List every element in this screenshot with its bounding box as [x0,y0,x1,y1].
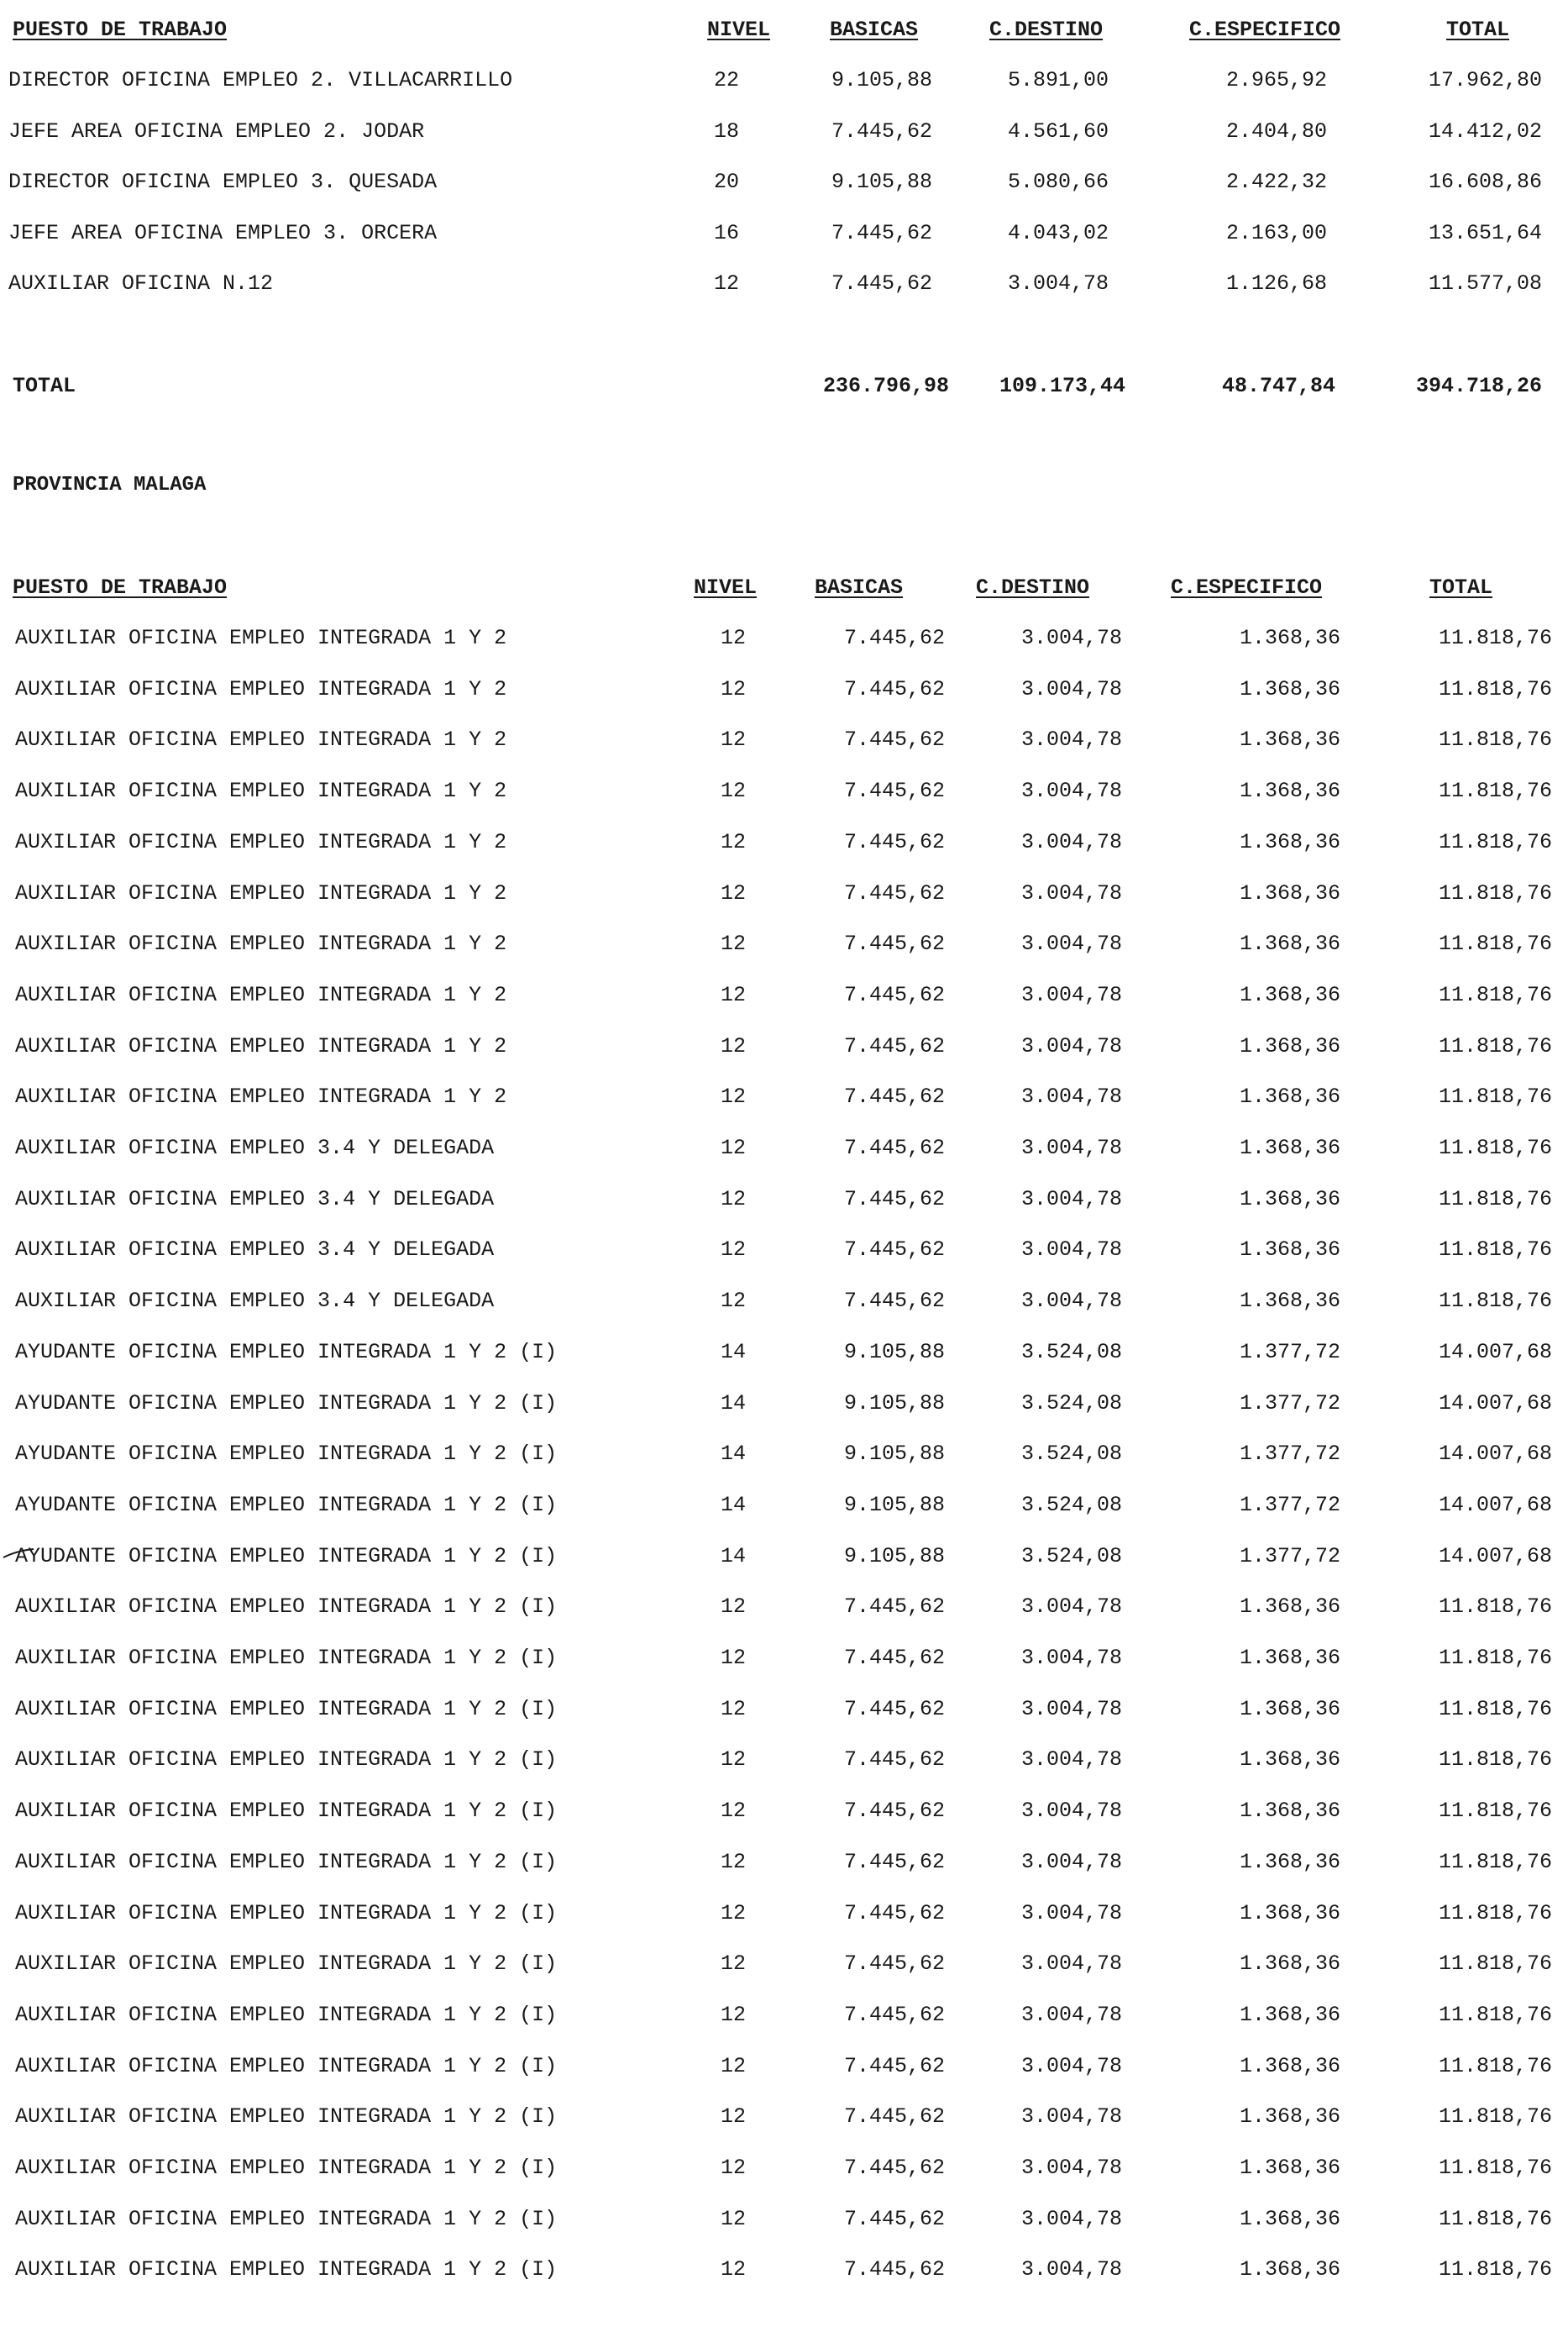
cell-nivel: 14 [720,1543,746,1568]
cell-basicas: 7.445,62 [843,1951,945,1977]
cell-nivel: 12 [720,1136,746,1160]
header-especifico: C.ESPECIFICO [1189,18,1341,42]
cell-total: 11.818,76 [1438,1594,1552,1620]
cell-nivel: 12 [720,1951,746,1977]
cell-total: 11.818,76 [1438,2053,1552,2078]
table-row [0,2100,1568,2134]
cell-basicas: 9.105,88 [831,170,932,194]
cell-especifico: 2.163,00 [1225,220,1327,245]
cell-puesto: AYUDANTE OFICINA EMPLEO INTEGRADA 1 Y 2 (I) [15,1390,558,1415]
cell-total: 11.818,76 [1438,779,1552,804]
cell-destino: 3.004,78 [1020,1799,1122,1824]
cell-puesto: AUXILIAR OFICINA EMPLEO 3.4 Y DELEGADA [15,1289,495,1314]
cell-total: 11.818,76 [1438,880,1552,906]
cell-destino: 3.004,78 [1020,1237,1122,1263]
header-total: TOTAL [1429,575,1493,600]
cell-destino: 3.004,78 [1020,1747,1122,1773]
cell-puesto: AUXILIAR OFICINA EMPLEO 3.4 Y DELEGADA [15,1186,495,1211]
table-row [0,927,1568,961]
cell-puesto: AUXILIAR OFICINA EMPLEO 3.4 Y DELEGADA [15,1237,495,1263]
cell-total: 14.007,68 [1438,1390,1552,1415]
total-destino: 109.173,44 [999,374,1125,398]
cell-nivel: 12 [720,1186,746,1211]
cell-nivel: 12 [720,829,746,854]
cell-destino: 3.004,78 [1020,2257,1122,2282]
cell-nivel: 12 [720,2002,746,2027]
cell-especifico: 2.404,80 [1225,118,1327,144]
cell-total: 11.577,08 [1428,271,1542,296]
cell-destino: 3.524,08 [1020,1492,1122,1517]
table-row [0,877,1568,911]
cell-nivel: 12 [720,1849,746,1874]
cell-destino: 3.004,78 [1020,880,1122,906]
cell-nivel: 12 [720,2156,746,2180]
cell-basicas: 7.445,62 [843,1849,945,1874]
cell-nivel: 12 [720,880,746,906]
cell-nivel: 12 [720,1646,746,1670]
cell-basicas: 7.445,62 [843,2257,945,2282]
table-row [0,979,1568,1012]
cell-puesto: AUXILIAR OFICINA EMPLEO INTEGRADA 1 Y 2 [15,1085,507,1110]
cell-destino: 3.004,78 [1020,1033,1122,1058]
cell-especifico: 1.368,36 [1239,1951,1340,1977]
cell-puesto: AUXILIAR OFICINA EMPLEO INTEGRADA 1 Y 2 [15,880,507,906]
table-row [0,1641,1568,1675]
table-row [0,1540,1568,1573]
cell-puesto: AUXILIAR OFICINA EMPLEO INTEGRADA 1 Y 2 [15,626,507,650]
cell-puesto: AYUDANTE OFICINA EMPLEO INTEGRADA 1 Y 2 (I) [15,1442,558,1467]
cell-puesto: AUXILIAR OFICINA EMPLEO INTEGRADA 1 Y 2 [15,982,507,1007]
table-row [0,1846,1568,1879]
cell-destino: 3.004,78 [1020,2206,1122,2231]
cell-total: 14.007,68 [1438,1442,1552,1467]
cell-especifico: 1.368,36 [1239,2257,1340,2282]
cell-basicas: 7.445,62 [843,676,945,701]
cell-basicas: 7.445,62 [843,1646,945,1670]
cell-especifico: 1.368,36 [1239,1799,1340,1824]
cell-puesto: AUXILIAR OFICINA EMPLEO INTEGRADA 1 Y 2 (I) [15,1747,558,1773]
table-row [0,723,1568,757]
table-row [0,2151,1568,2185]
cell-especifico: 1.368,36 [1239,1747,1340,1773]
cell-destino: 3.004,78 [1020,2002,1122,2027]
cell-destino: 3.004,78 [1007,271,1109,296]
cell-nivel: 14 [720,1339,746,1364]
table-row [0,1233,1568,1267]
cell-destino: 3.004,78 [1020,1136,1122,1160]
section-title-provincia-malaga: PROVINCIA MALAGA [13,474,207,496]
table-row [0,1998,1568,2032]
cell-basicas: 7.445,62 [843,626,945,650]
cell-destino: 3.004,78 [1020,982,1122,1007]
cell-puesto: AUXILIAR OFICINA EMPLEO INTEGRADA 1 Y 2 (I) [15,1646,558,1670]
cell-basicas: 7.445,62 [843,727,945,753]
cell-total: 11.818,76 [1438,727,1552,753]
cell-basicas: 9.105,88 [831,68,932,92]
header-basicas: BASICAS [830,18,919,42]
cell-total: 11.818,76 [1438,829,1552,854]
cell-puesto: AUXILIAR OFICINA EMPLEO INTEGRADA 1 Y 2 (I) [15,2053,558,2078]
cell-puesto: DIRECTOR OFICINA EMPLEO 3. QUESADA [8,170,438,194]
cell-basicas: 7.445,62 [843,1186,945,1211]
header-destino: C.DESTINO [976,575,1090,600]
header-basicas: BASICAS [815,575,904,600]
cell-nivel: 12 [720,676,746,701]
cell-destino: 3.004,78 [1020,1951,1122,1977]
cell-total: 14.007,68 [1438,1339,1552,1364]
cell-nivel: 12 [720,779,746,804]
header-nivel: NIVEL [707,18,771,42]
table-row [0,1030,1568,1064]
cell-destino: 3.004,78 [1020,1900,1122,1925]
cell-nivel: 16 [713,220,739,245]
cell-destino: 3.004,78 [1020,1085,1122,1110]
cell-puesto: AUXILIAR OFICINA EMPLEO INTEGRADA 1 Y 2 [15,1033,507,1058]
cell-basicas: 9.105,88 [843,1543,945,1568]
table-row [0,622,1568,655]
table-row [0,165,1568,199]
table-row [0,1743,1568,1777]
cell-puesto: AUXILIAR OFICINA EMPLEO INTEGRADA 1 Y 2 (I) [15,2206,558,2231]
cell-basicas: 7.445,62 [843,1033,945,1058]
malaga-table-header [0,571,1568,605]
cell-total: 11.818,76 [1438,2002,1552,2027]
cell-especifico: 1.368,36 [1239,1033,1340,1058]
cell-basicas: 9.105,88 [843,1390,945,1415]
header-puesto: PUESTO DE TRABAJO [13,575,228,600]
cell-puesto: AUXILIAR OFICINA EMPLEO INTEGRADA 1 Y 2 (I) [15,1849,558,1874]
cell-basicas: 7.445,62 [843,1289,945,1314]
cell-basicas: 7.445,62 [843,829,945,854]
table-row [0,673,1568,706]
table-row [0,1897,1568,1930]
cell-total: 11.818,76 [1438,1951,1552,1977]
cell-nivel: 12 [720,1747,746,1773]
cell-puesto: AUXILIAR OFICINA EMPLEO INTEGRADA 1 Y 2 (I) [15,2156,558,2180]
cell-destino: 3.524,08 [1020,1442,1122,1467]
cell-destino: 3.004,78 [1020,2104,1122,2130]
cell-puesto: AYUDANTE OFICINA EMPLEO INTEGRADA 1 Y 2 (I) [15,1543,558,1568]
header-nivel: NIVEL [694,575,758,600]
cell-total: 11.818,76 [1438,1136,1552,1160]
cell-puesto: AUXILIAR OFICINA EMPLEO INTEGRADA 1 Y 2 (I) [15,2002,558,2027]
cell-destino: 3.004,78 [1020,1646,1122,1670]
cell-total: 11.818,76 [1438,1033,1552,1058]
cell-especifico: 1.126,68 [1225,271,1327,296]
cell-destino: 3.004,78 [1020,1594,1122,1620]
cell-nivel: 12 [720,1799,746,1824]
cell-puesto: JEFE AREA OFICINA EMPLEO 3. ORCERA [8,220,438,245]
cell-especifico: 1.368,36 [1239,2053,1340,2078]
cell-basicas: 7.445,62 [843,2206,945,2231]
cell-nivel: 12 [720,2257,746,2282]
cell-especifico: 1.368,36 [1239,1136,1340,1160]
table-row [0,267,1568,301]
table-row [0,2203,1568,2236]
cell-destino: 3.004,78 [1020,779,1122,804]
cell-especifico: 1.368,36 [1239,982,1340,1007]
table-row [0,1794,1568,1828]
cell-nivel: 12 [720,727,746,753]
cell-total: 11.818,76 [1438,2104,1552,2130]
cell-basicas: 7.445,62 [843,2156,945,2180]
cell-destino: 3.004,78 [1020,2156,1122,2180]
cell-especifico: 1.368,36 [1239,1696,1340,1721]
cell-puesto: AUXILIAR OFICINA N.12 [8,271,274,296]
table-row [0,115,1568,149]
cell-total: 11.818,76 [1438,676,1552,701]
cell-total: 14.007,68 [1438,1543,1552,1568]
cell-destino: 3.004,78 [1020,1289,1122,1314]
cell-basicas: 7.445,62 [843,2053,945,2078]
cell-total: 11.818,76 [1438,626,1552,650]
cell-basicas: 7.445,62 [843,932,945,957]
cell-puesto: AUXILIAR OFICINA EMPLEO 3.4 Y DELEGADA [15,1136,495,1160]
cell-total: 11.818,76 [1438,2156,1552,2180]
cell-basicas: 7.445,62 [843,1237,945,1263]
cell-especifico: 1.377,72 [1239,1339,1340,1364]
cell-total: 11.818,76 [1438,1900,1552,1925]
cell-nivel: 12 [720,2053,746,2078]
cell-puesto: AUXILIAR OFICINA EMPLEO INTEGRADA 1 Y 2 [15,727,507,753]
cell-nivel: 12 [720,982,746,1007]
header-puesto: PUESTO DE TRABAJO [13,18,228,42]
cell-nivel: 12 [720,1289,746,1314]
header-destino: C.DESTINO [989,18,1104,42]
cell-total: 11.818,76 [1438,2206,1552,2231]
cell-total: 11.818,76 [1438,1747,1552,1773]
cell-total: 14.412,02 [1428,118,1542,144]
cell-puesto: AUXILIAR OFICINA EMPLEO INTEGRADA 1 Y 2 [15,779,507,804]
total-basicas: 236.796,98 [822,374,949,398]
table-row [0,2050,1568,2083]
cell-puesto: AUXILIAR OFICINA EMPLEO INTEGRADA 1 Y 2 (I) [15,1900,558,1925]
cell-basicas: 9.105,88 [843,1492,945,1517]
table-row [0,64,1568,97]
cell-especifico: 1.377,72 [1239,1492,1340,1517]
cell-especifico: 1.368,36 [1239,1594,1340,1620]
cell-basicas: 7.445,62 [843,1696,945,1721]
pen-mark-decoration [2,1547,35,1559]
header-total: TOTAL [1446,18,1510,42]
cell-basicas: 9.105,88 [843,1339,945,1364]
cell-destino: 3.524,08 [1020,1339,1122,1364]
table-row [0,1336,1568,1369]
cell-nivel: 14 [720,1492,746,1517]
cell-nivel: 14 [720,1442,746,1467]
cell-destino: 3.004,78 [1020,1696,1122,1721]
cell-total: 11.818,76 [1438,932,1552,957]
cell-total: 11.818,76 [1438,1849,1552,1874]
cell-especifico: 1.368,36 [1239,1289,1340,1314]
table-row [0,826,1568,859]
table-row [0,2253,1568,2287]
cell-destino: 3.004,78 [1020,626,1122,650]
cell-basicas: 7.445,62 [843,1594,945,1620]
total-label: TOTAL [13,374,76,398]
cell-destino: 5.891,00 [1007,68,1109,92]
table-row [0,1284,1568,1318]
cell-especifico: 2.422,32 [1225,170,1327,194]
cell-puesto: AUXILIAR OFICINA EMPLEO INTEGRADA 1 Y 2 (I) [15,1799,558,1824]
cell-especifico: 1.368,36 [1239,1646,1340,1670]
cell-total: 11.818,76 [1438,2257,1552,2282]
cell-destino: 3.004,78 [1020,829,1122,854]
cell-especifico: 1.368,36 [1239,880,1340,906]
cell-nivel: 12 [720,2104,746,2130]
total-total: 394.718,26 [1415,374,1542,398]
cell-total: 11.818,76 [1438,1186,1552,1211]
cell-puesto: AUXILIAR OFICINA EMPLEO INTEGRADA 1 Y 2 (I) [15,1696,558,1721]
cell-especifico: 1.368,36 [1239,676,1340,701]
cell-nivel: 12 [720,1033,746,1058]
table-row [0,1080,1568,1114]
cell-especifico: 1.368,36 [1239,1900,1340,1925]
cell-destino: 3.004,78 [1020,1849,1122,1874]
cell-nivel: 12 [720,1237,746,1263]
cell-nivel: 12 [720,932,746,957]
cell-especifico: 1.368,36 [1239,626,1340,650]
cell-basicas: 7.445,62 [843,2002,945,2027]
cell-puesto: AUXILIAR OFICINA EMPLEO INTEGRADA 1 Y 2 (I) [15,1951,558,1977]
cell-especifico: 1.368,36 [1239,2002,1340,2027]
cell-especifico: 1.377,72 [1239,1442,1340,1467]
table-row [0,1947,1568,1981]
cell-total: 14.007,68 [1438,1492,1552,1517]
cell-basicas: 7.445,62 [843,982,945,1007]
table-row [0,775,1568,808]
cell-basicas: 7.445,62 [831,118,932,144]
table-row [0,217,1568,250]
cell-total: 11.818,76 [1438,1799,1552,1824]
cell-nivel: 18 [713,118,739,144]
cell-especifico: 1.377,72 [1239,1390,1340,1415]
cell-destino: 4.561,60 [1007,118,1109,144]
cell-total: 11.818,76 [1438,982,1552,1007]
cell-puesto: AUXILIAR OFICINA EMPLEO INTEGRADA 1 Y 2 [15,829,507,854]
cell-especifico: 1.368,36 [1239,932,1340,957]
table-row [0,1437,1568,1471]
cell-total: 11.818,76 [1438,1085,1552,1110]
table-row [0,1693,1568,1726]
cell-total: 11.818,76 [1438,1646,1552,1670]
cell-destino: 3.524,08 [1020,1390,1122,1415]
cell-total: 13.651,64 [1428,220,1542,245]
table-row [0,1132,1568,1165]
cell-puesto: DIRECTOR OFICINA EMPLEO 2. VILLACARRILLO [8,68,513,92]
cell-total: 11.818,76 [1438,1237,1552,1263]
cell-puesto: AUXILIAR OFICINA EMPLEO INTEGRADA 1 Y 2 [15,676,507,701]
cell-especifico: 1.368,36 [1239,2104,1340,2130]
cell-puesto: JEFE AREA OFICINA EMPLEO 2. JODAR [8,118,425,144]
table-row [0,1489,1568,1522]
cell-basicas: 7.445,62 [843,880,945,906]
cell-total: 16.608,86 [1428,170,1542,194]
cell-nivel: 12 [720,626,746,650]
cell-destino: 3.004,78 [1020,1186,1122,1211]
cell-especifico: 1.368,36 [1239,779,1340,804]
cell-puesto: AUXILIAR OFICINA EMPLEO INTEGRADA 1 Y 2 (I) [15,2104,558,2130]
cell-especifico: 1.368,36 [1239,2206,1340,2231]
cell-nivel: 22 [713,68,739,92]
cell-especifico: 2.965,92 [1225,68,1327,92]
cell-puesto: AYUDANTE OFICINA EMPLEO INTEGRADA 1 Y 2 (I) [15,1339,558,1364]
table-row [0,1387,1568,1421]
total-especifico: 48.747,84 [1221,374,1335,398]
cell-total: 17.962,80 [1428,68,1542,92]
cell-nivel: 12 [720,2206,746,2231]
cell-destino: 3.004,78 [1020,932,1122,957]
cell-total: 11.818,76 [1438,1696,1552,1721]
cell-basicas: 7.445,62 [843,1747,945,1773]
cell-puesto: AUXILIAR OFICINA EMPLEO INTEGRADA 1 Y 2 (I) [15,2257,558,2282]
cell-destino: 3.004,78 [1020,676,1122,701]
cell-destino: 3.004,78 [1020,727,1122,753]
cell-basicas: 7.445,62 [843,779,945,804]
cell-puesto: AUXILIAR OFICINA EMPLEO INTEGRADA 1 Y 2 (I) [15,1594,558,1620]
cell-basicas: 7.445,62 [831,271,932,296]
cell-especifico: 1.368,36 [1239,1085,1340,1110]
table-row [0,1590,1568,1624]
cell-basicas: 7.445,62 [843,2104,945,2130]
cell-especifico: 1.368,36 [1239,1237,1340,1263]
cell-especifico: 1.368,36 [1239,829,1340,854]
cell-especifico: 1.377,72 [1239,1543,1340,1568]
cell-basicas: 7.445,62 [831,220,932,245]
cell-nivel: 12 [720,1900,746,1925]
cell-puesto: AYUDANTE OFICINA EMPLEO INTEGRADA 1 Y 2 (I) [15,1492,558,1517]
cell-especifico: 1.368,36 [1239,727,1340,753]
cell-destino: 5.080,66 [1007,170,1109,194]
cell-nivel: 20 [713,170,739,194]
cell-basicas: 7.445,62 [843,1085,945,1110]
cell-basicas: 9.105,88 [843,1442,945,1467]
cell-basicas: 7.445,62 [843,1136,945,1160]
cell-especifico: 1.368,36 [1239,1849,1340,1874]
cell-destino: 3.524,08 [1020,1543,1122,1568]
cell-nivel: 12 [713,271,739,296]
cell-nivel: 12 [720,1594,746,1620]
cell-total: 11.818,76 [1438,1289,1552,1314]
cell-especifico: 1.368,36 [1239,1186,1340,1211]
cell-especifico: 1.368,36 [1239,2156,1340,2180]
cell-destino: 4.043,02 [1007,220,1109,245]
table-row [0,1183,1568,1216]
top-table-header [0,13,1568,47]
top-table-total-row [0,370,1568,403]
cell-basicas: 7.445,62 [843,1900,945,1925]
cell-nivel: 12 [720,1085,746,1110]
cell-puesto: AUXILIAR OFICINA EMPLEO INTEGRADA 1 Y 2 [15,932,507,957]
cell-basicas: 7.445,62 [843,1799,945,1824]
cell-nivel: 12 [720,1696,746,1721]
cell-nivel: 14 [720,1390,746,1415]
cell-destino: 3.004,78 [1020,2053,1122,2078]
header-especifico: C.ESPECIFICO [1171,575,1323,600]
